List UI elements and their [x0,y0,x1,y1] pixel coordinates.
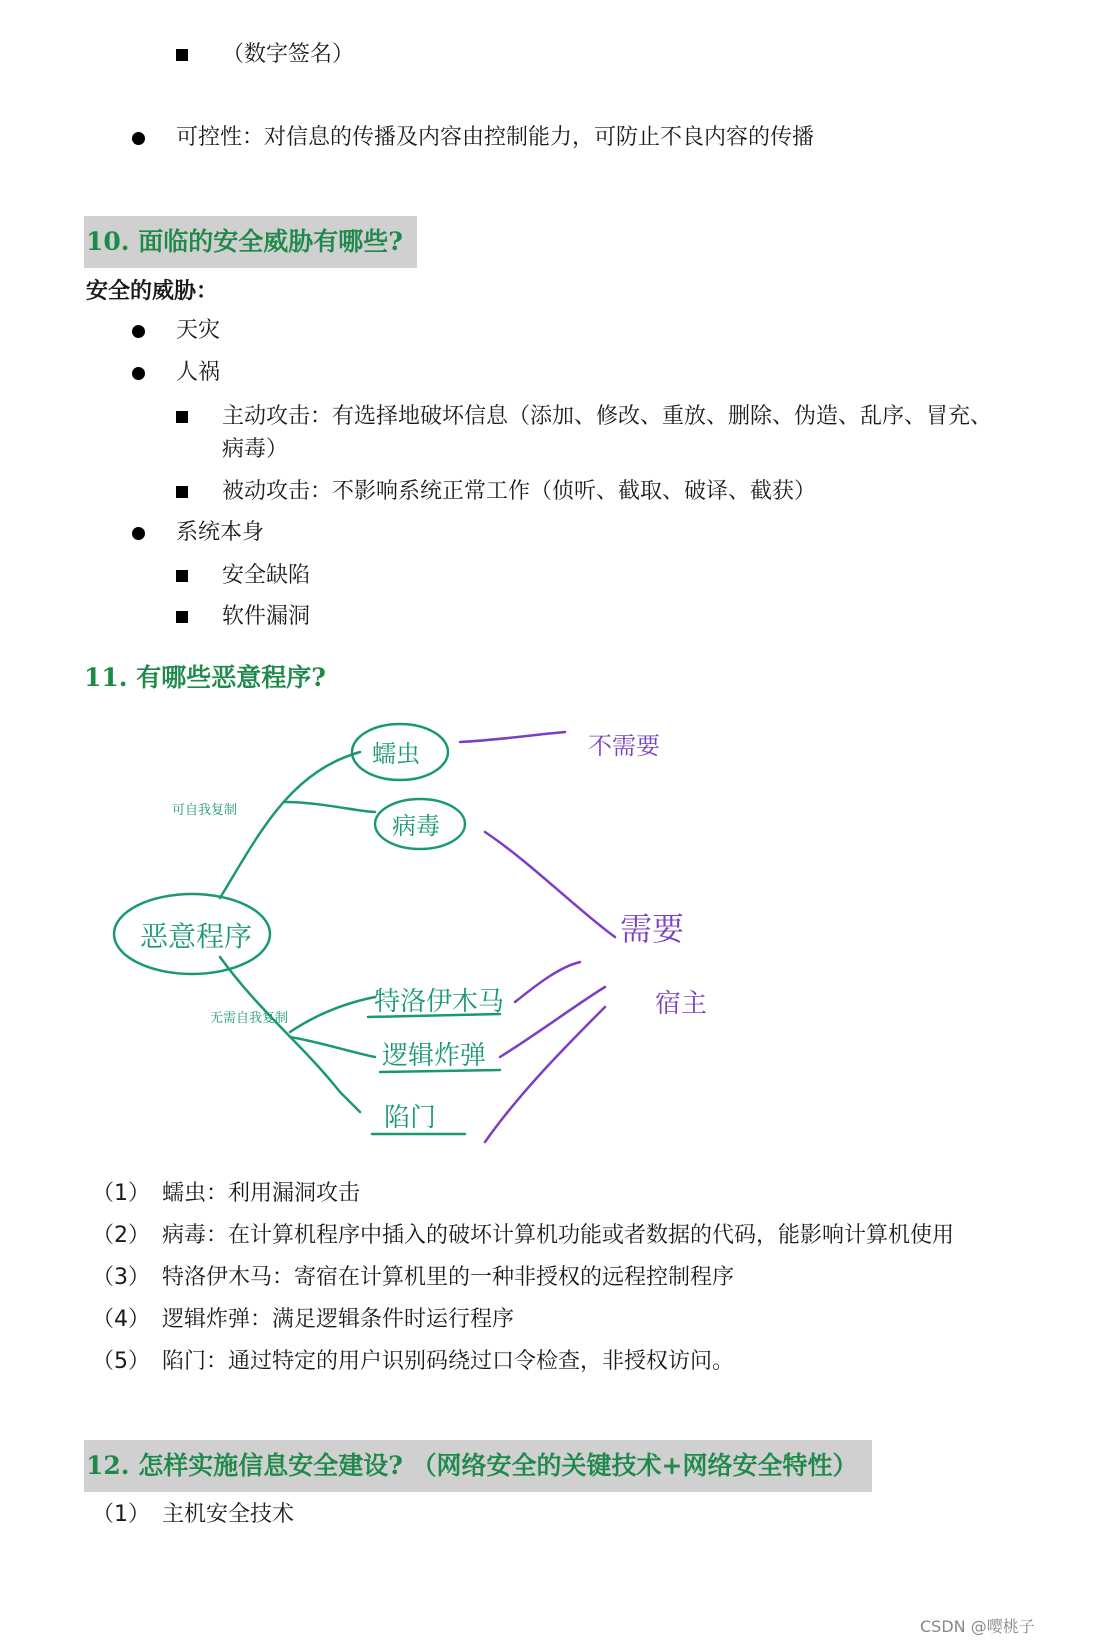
section-11-heading: 11. 有哪些恶意程序? [84,663,326,692]
dot-bullet-icon [132,527,145,540]
square-bullet-icon [176,486,188,498]
branch-line [290,997,375,1032]
trojan-node-label: 特洛伊木马 [374,987,505,1017]
non-self-replicating-label: 无需自我复制 [210,1011,289,1026]
list-item: 人祸 [176,360,221,385]
section-10-heading: 10. 面临的安全威胁有哪些? [84,216,417,268]
branch-line [220,752,360,898]
list-item: 特洛伊木马：寄宿在计算机里的一种非授权的远程控制程序 [162,1265,735,1290]
connector-line [515,962,580,1002]
list-number: （1） [92,1181,150,1206]
square-bullet-icon [176,611,188,623]
host-label: 宿主 [655,989,708,1019]
passive-attack-text: 被动攻击：不影响系统正常工作（侦听、截取、破译、截获） [222,479,817,504]
active-attack-text-cont: 病毒） [222,437,289,462]
worm-node-label: 蠕虫 [372,740,420,768]
malware-mindmap [100,712,800,1162]
list-item: 安全缺陷 [222,563,311,588]
controllability-text: 可控性：对信息的传播及内容由控制能力，可防止不良内容的传播 [176,125,815,150]
list-item: 病毒：在计算机程序中插入的破坏计算机功能或者数据的代码，能影响计算机使用 [162,1223,955,1248]
section-12-heading: 12. 怎样实施信息安全建设? （网络安全的关键技术+网络安全特性） [84,1440,872,1492]
list-item: 主机安全技术 [162,1502,295,1527]
list-item: 系统本身 [176,520,265,545]
list-number: （1） [92,1502,150,1527]
list-item: 逻辑炸弹：满足逻辑条件时运行程序 [162,1307,515,1332]
list-number: （4） [92,1307,150,1332]
branch-line [285,802,375,812]
square-bullet-icon [176,411,188,423]
trapdoor-node-label: 陷门 [384,1103,437,1133]
no-host-label: 不需要 [588,732,660,760]
active-attack-text: 主动攻击：有选择地破坏信息（添加、修改、重放、删除、伪造、乱序、冒充、 [222,404,993,429]
list-item: 蠕虫：利用漏洞攻击 [162,1181,361,1206]
list-number: （3） [92,1265,150,1290]
square-bullet-icon [176,570,188,582]
digital-signature-text: （数字签名） [222,42,355,67]
need-label: 需要 [620,910,685,948]
list-item: 陷门：通过特定的用户识别码绕过口令检查，非授权访问。 [162,1349,735,1374]
list-number: （2） [92,1223,150,1248]
branch-line [290,1037,375,1057]
list-item: 天灾 [176,318,221,343]
connector-line [485,832,615,937]
center-node-label: 恶意程序 [140,920,253,953]
dot-bullet-icon [132,132,145,145]
self-replicating-label: 可自我复制 [172,803,238,818]
connector-line [460,732,565,742]
square-bullet-icon [176,49,188,61]
list-number: （5） [92,1349,150,1374]
logic-bomb-node-label: 逻辑炸弹 [382,1041,487,1071]
dot-bullet-icon [132,367,145,380]
threats-label: 安全的威胁： [86,279,219,304]
list-item: 软件漏洞 [222,604,311,629]
branch-line [220,957,360,1112]
virus-node-label: 病毒 [392,812,440,840]
dot-bullet-icon [132,325,145,338]
csdn-watermark: CSDN @嘤桃子 [920,1617,1035,1636]
